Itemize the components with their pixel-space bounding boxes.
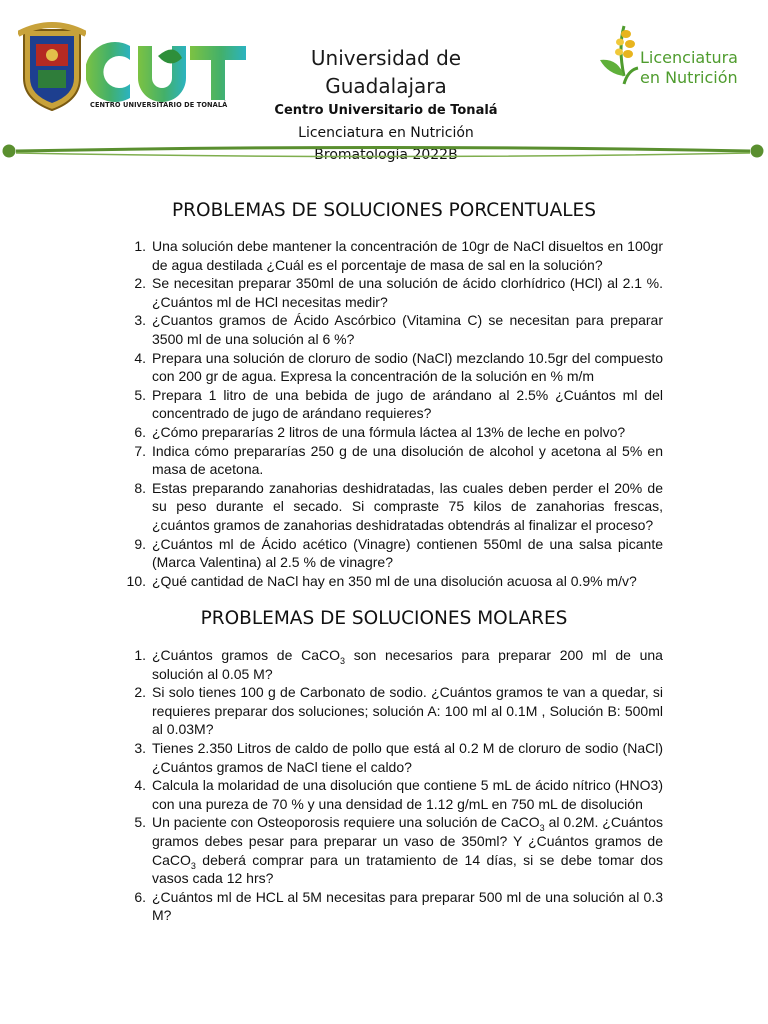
item-text: ¿Qué cantidad de NaCl hay en 350 ml de una disolución acuosa al 0.9% m/v? xyxy=(152,572,637,589)
list-item xyxy=(126,386,663,423)
item-text: Calcula la molaridad de una disolución que contiene 5 mL de ácido nítrico (HNO3) con una pureza de 70 % y una densidad de 1.12 g/mL en 750 mL de disolución xyxy=(152,777,663,812)
document-header xyxy=(0,0,768,165)
university-name: Universidad de Guadalajara xyxy=(310,46,462,98)
section-title-percentage: PROBLEMAS DE SOLUCIONES PORCENTUALES xyxy=(172,200,596,221)
list-item xyxy=(126,349,663,386)
item-number: 8. xyxy=(134,479,146,496)
item-number: 3. xyxy=(134,739,146,756)
item-number: 6. xyxy=(134,423,146,440)
item-text: Indica cómo prepararías 250 g de una disolución de alcohol y acetona al 5% en masa de acetona. xyxy=(152,442,663,478)
item-number: 7. xyxy=(134,442,146,459)
campus-name: Centro Universitario de Tonalá xyxy=(274,103,498,118)
item-number: 1. xyxy=(134,647,146,663)
item-number: 9. xyxy=(134,535,146,552)
item-text: Si solo tienes 100 g de Carbonato de sodio. ¿Cuántos gramos te van a quedar, si requieres preparar dos soluciones; solución A: 100 ml al 0.1M , Solución B: 500ml al 0.03M? xyxy=(152,684,663,738)
list-item xyxy=(126,311,663,348)
item-text: Un paciente con Osteoporosis requiere una solución de CaCO xyxy=(152,814,540,831)
item-text: son necesarios para preparar 200 ml de una solución al 0.05 M? xyxy=(152,647,663,682)
section-title-molar: PROBLEMAS DE SOLUCIONES MOLARES xyxy=(200,608,568,629)
list-item xyxy=(126,888,663,925)
item-number: 3. xyxy=(134,312,146,329)
subscript: 3 xyxy=(339,655,345,666)
list-item xyxy=(126,572,663,591)
item-text: al 0.2M. ¿Cuántos gramos debes pesar para preparar un vaso de 350ml? Y ¿Cuántos gramos de CaCO xyxy=(152,814,664,868)
item-text: Se necesitan preparar 350ml de una solución de ácido clorhídrico (HCl) al 2.1 %. ¿Cuántos ml de HCl necesitas medir? xyxy=(152,275,663,310)
percentage-problems-list xyxy=(126,237,663,590)
item-number: 4. xyxy=(134,777,146,794)
list-item xyxy=(126,535,663,572)
list-item xyxy=(126,739,663,776)
list-item xyxy=(126,646,663,683)
item-text: ¿Cómo prepararías 2 litros de una fórmula láctea al 13% de leche en polvo? xyxy=(152,423,626,440)
item-number: 2. xyxy=(134,684,146,701)
list-item xyxy=(126,274,663,311)
item-number: 5. xyxy=(134,814,146,831)
item-text: Estas preparando zanahorias deshidratadas, las cuales deben perder el 20% de su peso durante el secado. Si compraste 75 kilos de zanahorias frescas, ¿cuántos gramos de zanahorias deshidratadas obtendrás al finalizar el proceso? xyxy=(152,479,663,533)
item-text: ¿Cuántos ml de Ácido acético (Vinagre) contienen 550ml de una salsa picante (Marca Valentina) al 2.5 % de vinagre? xyxy=(152,535,663,571)
list-item xyxy=(126,237,663,274)
nutrition-logo-text xyxy=(640,48,738,88)
course-name: Bromatología 2022B xyxy=(314,147,458,163)
item-number: 1. xyxy=(134,238,146,254)
subscript: 3 xyxy=(539,823,545,834)
item-text: ¿Cuantos gramos de Ácido Ascórbico (Vitamina C) se necesitan para preparar 3500 ml de una solución al 6 %? xyxy=(152,312,663,347)
item-text: Tienes 2.350 Litros de caldo de pollo que está al 0.2 M de cloruro de sodio (NaCl) ¿Cuántos gramos de NaCl tiene el caldo? xyxy=(152,739,663,775)
item-number: 10. xyxy=(126,572,146,589)
list-item xyxy=(126,479,663,535)
item-number: 2. xyxy=(134,275,146,292)
list-item xyxy=(126,776,663,813)
molar-problems-list xyxy=(126,646,663,925)
list-item xyxy=(126,442,663,479)
item-number: 6. xyxy=(134,888,146,905)
list-item xyxy=(126,683,663,739)
udg-seal-logo xyxy=(18,20,86,112)
item-text: deberá comprar para un tratamiento de 14 días, si se debe tomar dos vasos cada 12 hrs? xyxy=(152,851,663,887)
cut-logo-caption: CENTRO UNIVERSITARIO DE TONALÁ xyxy=(90,101,228,109)
item-text: ¿Cuántos ml de HCL al 5M necesitas para preparar 500 ml de una solución al 0.3 M? xyxy=(152,888,663,924)
item-text: Prepara una solución de cloruro de sodio (NaCl) mezclando 10.5gr del compuesto con 200 gr de agua. Expresa la concentración de la solución en % m/m xyxy=(152,349,663,385)
item-text: ¿Cuántos gramos de CaCO xyxy=(152,647,340,663)
item-text: Una solución debe mantener la concentración de 10gr de NaCl disueltos en 100gr de agua destilada ¿Cuál es el porcentaje de masa de sal en la solución? xyxy=(152,238,663,273)
header-divider xyxy=(0,140,768,162)
nutrition-logo-line2: en Nutrición xyxy=(640,68,738,87)
list-item xyxy=(126,423,663,442)
item-text: Prepara 1 litro de una bebida de jugo de arándano al 2.5% ¿Cuántos ml del concentrado de jugo de arándano requieres? xyxy=(152,386,663,422)
item-number: 5. xyxy=(134,386,146,403)
item-number: 4. xyxy=(134,349,146,366)
program-name: Licenciatura en Nutrición xyxy=(298,125,474,141)
subscript: 3 xyxy=(190,860,196,871)
list-item xyxy=(126,813,663,887)
nutrition-logo-line1: Licenciatura xyxy=(640,48,738,67)
